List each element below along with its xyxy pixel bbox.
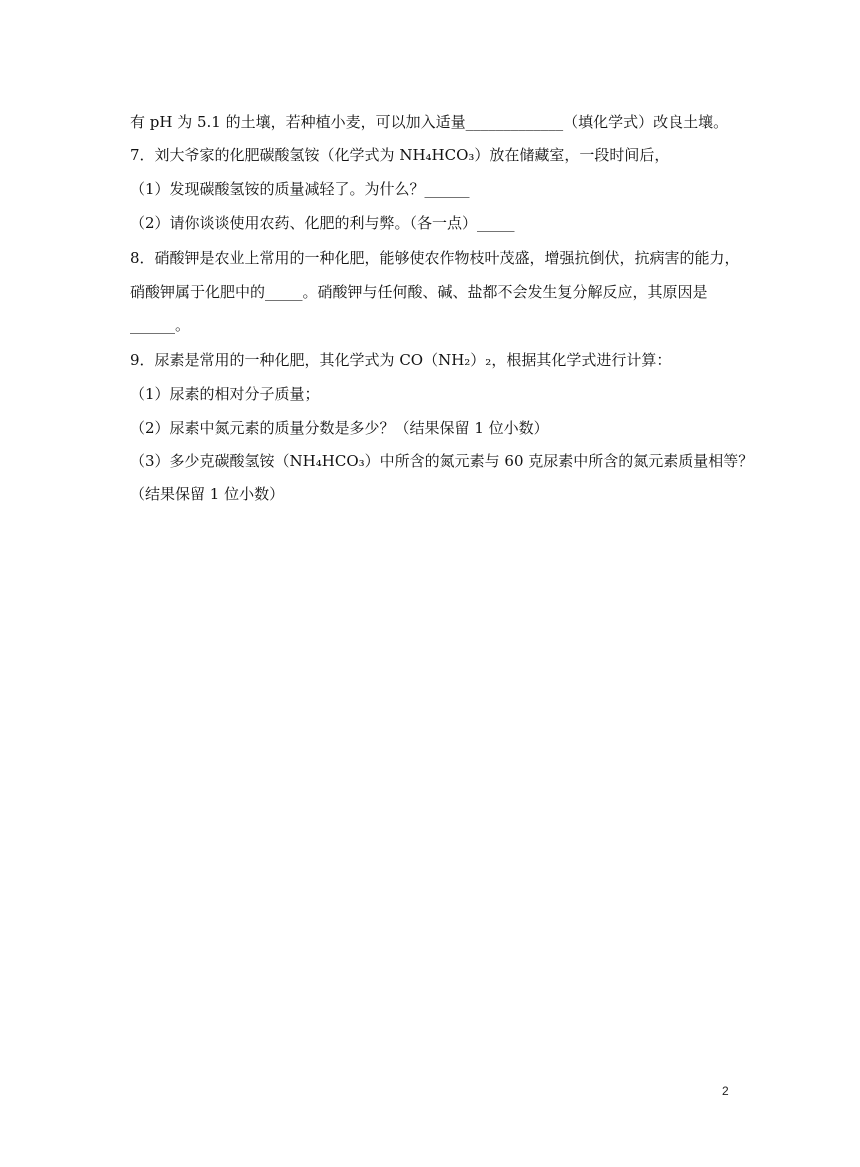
question-9-stem: 9．尿素是常用的一种化肥，其化学式为 CO（NH₂）₂，根据其化学式进行计算： <box>130 351 672 369</box>
question-7-part-2: （2）请你谈谈使用农药、化肥的利与弊。（各一点）_____ <box>130 214 515 232</box>
question-8-stem: 8．硝酸钾是农业上常用的一种化肥，能够使农作物枝叶茂盛，增强抗倒伏，抗病害的能力， <box>130 249 740 267</box>
page-number: 2 <box>722 1084 729 1098</box>
question-7-stem: 7．刘大爷家的化肥碳酸氢铵（化学式为 NH₄HCO₃）放在储藏室，一段时间后， <box>130 146 670 164</box>
question-9-part-3-note: （结果保留 1 位小数） <box>130 485 285 503</box>
question-7-part-1: （1）发现碳酸氢铵的质量减轻了。为什么？______ <box>130 180 470 198</box>
question-9-part-2: （2）尿素中氮元素的质量分数是多少？（结果保留 1 位小数） <box>130 419 549 437</box>
question-8-line-2: 硝酸钾属于化肥中的_____。硝酸钾与任何酸、碱、盐都不会发生复分解反应，其原因是 <box>130 283 708 301</box>
question-9-part-3: （3）多少克碳酸氢铵（NH₄HCO₃）中所含的氮元素与 60 克尿素中所含的氮元素质量相等？ <box>130 452 754 470</box>
question-9-part-1: （1）尿素的相对分子质量； <box>130 385 320 403</box>
question-6-continuation: 有 pH 为 5.1 的土壤，若种植小麦，可以加入适量_____________（填化学式）改良土壤。 <box>130 113 729 131</box>
question-8-line-3: ______。 <box>130 316 191 334</box>
